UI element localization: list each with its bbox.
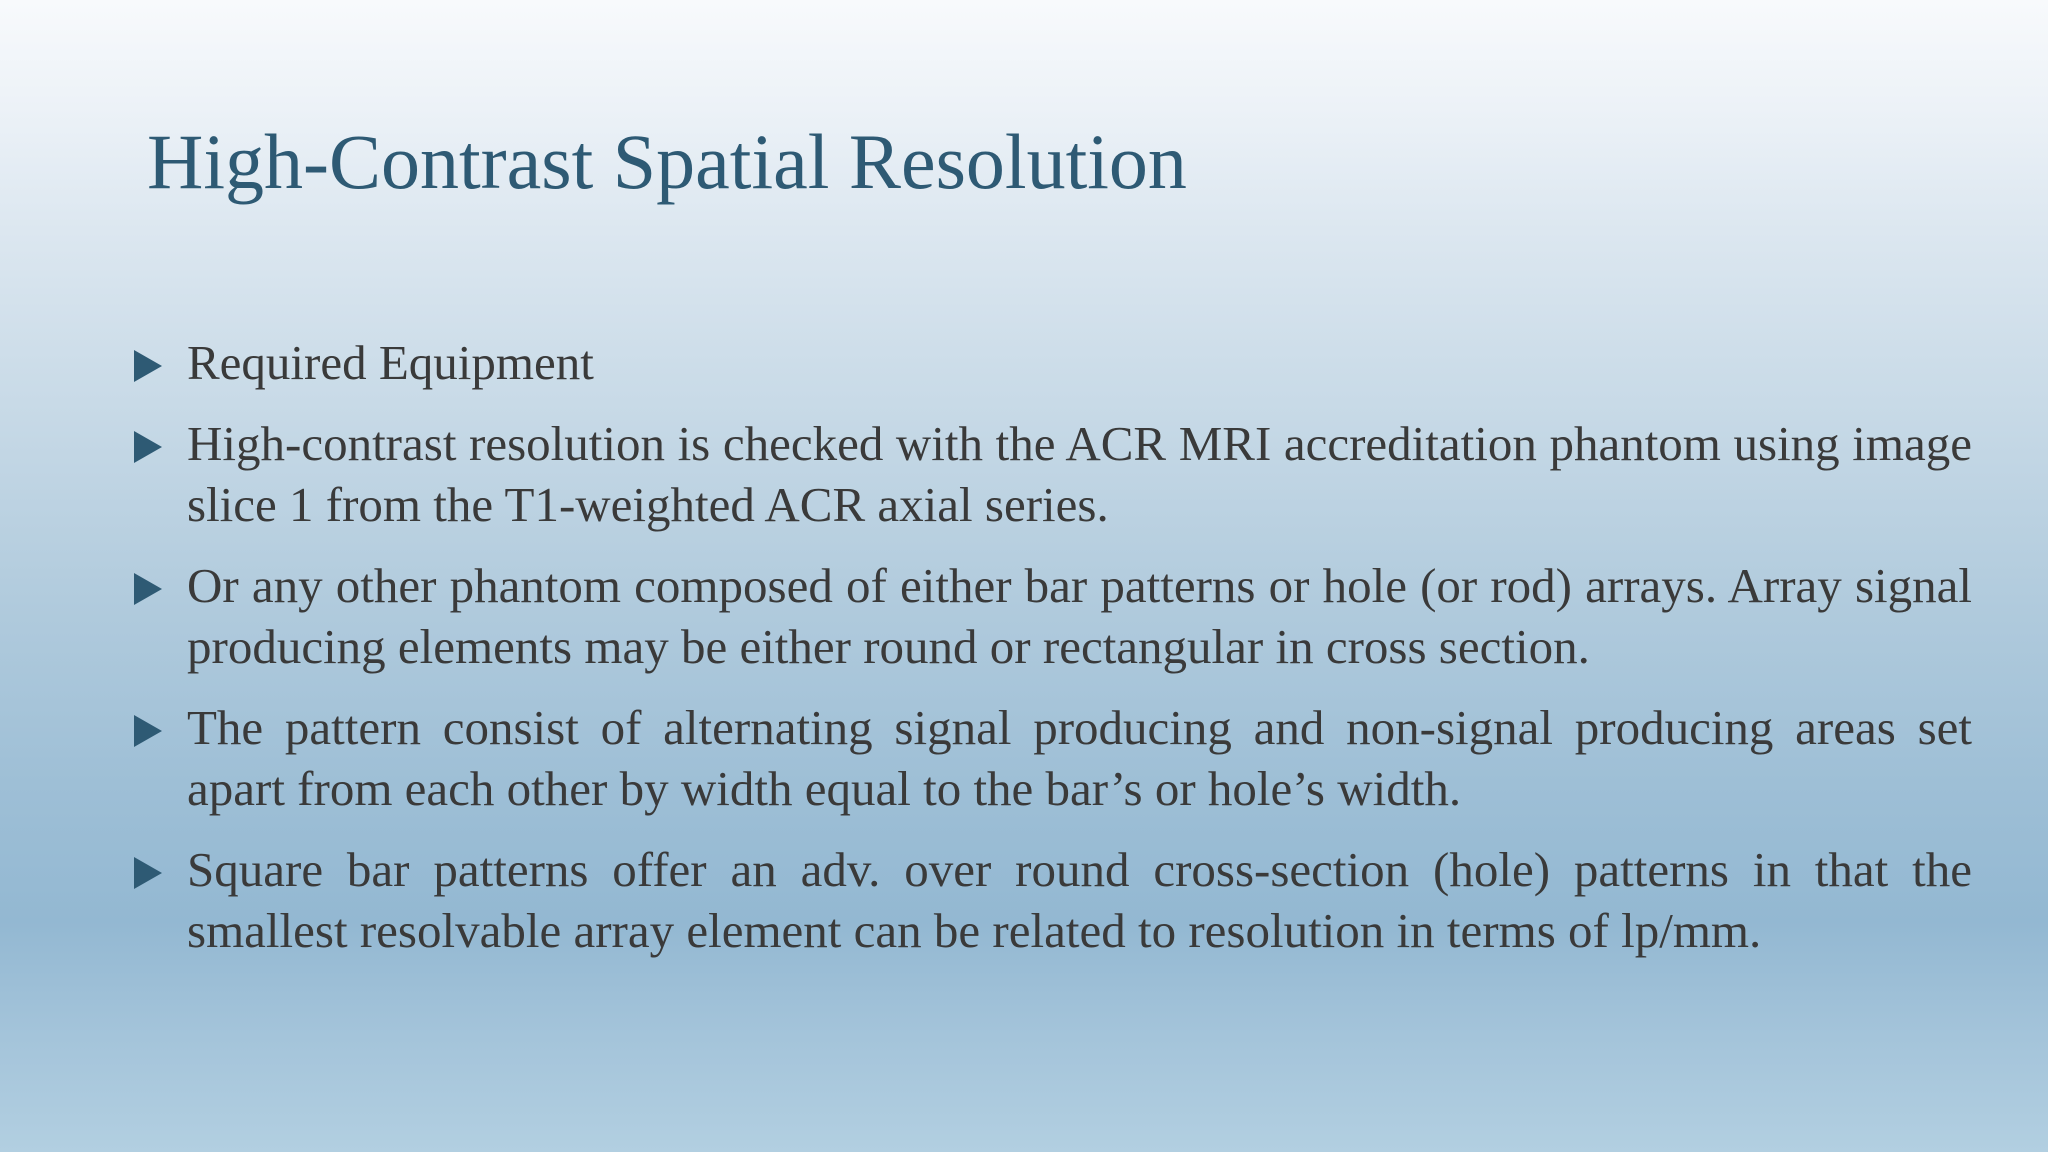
bullet-item bbox=[132, 332, 1972, 393]
triangle-bullet-icon bbox=[134, 350, 162, 382]
triangle-bullet-icon bbox=[134, 573, 162, 605]
bullet-item bbox=[132, 555, 1972, 677]
bullet-text: Square bar patterns offer an adv. over round cross-section (hole) patterns in that the smallest resolvable array element can be related to resolution in terms of lp/mm. bbox=[187, 842, 1972, 958]
bullet-text: High-contrast resolution is checked with the ACR MRI accreditation phantom using image slice 1 from the T1-weighted ACR axial series. bbox=[187, 416, 1972, 532]
bullet-item bbox=[132, 839, 1972, 961]
triangle-bullet-icon bbox=[134, 715, 162, 747]
bullet-item bbox=[132, 697, 1972, 819]
triangle-bullet-icon bbox=[134, 431, 162, 463]
bullet-list bbox=[132, 332, 1972, 981]
bullet-text: The pattern consist of alternating signal producing and non-signal producing areas set apart from each other by width equal to the bar’s or hole’s width. bbox=[187, 700, 1972, 816]
bullet-text: Or any other phantom composed of either bar patterns or hole (or rod) arrays. Array signal producing elements may be either round or rectangular in cross section. bbox=[187, 558, 1972, 674]
triangle-bullet-icon bbox=[134, 857, 162, 889]
bullet-text: Required Equipment bbox=[187, 335, 594, 390]
bullet-item bbox=[132, 413, 1972, 535]
slide-title: High-Contrast Spatial Resolution bbox=[147, 118, 1187, 205]
